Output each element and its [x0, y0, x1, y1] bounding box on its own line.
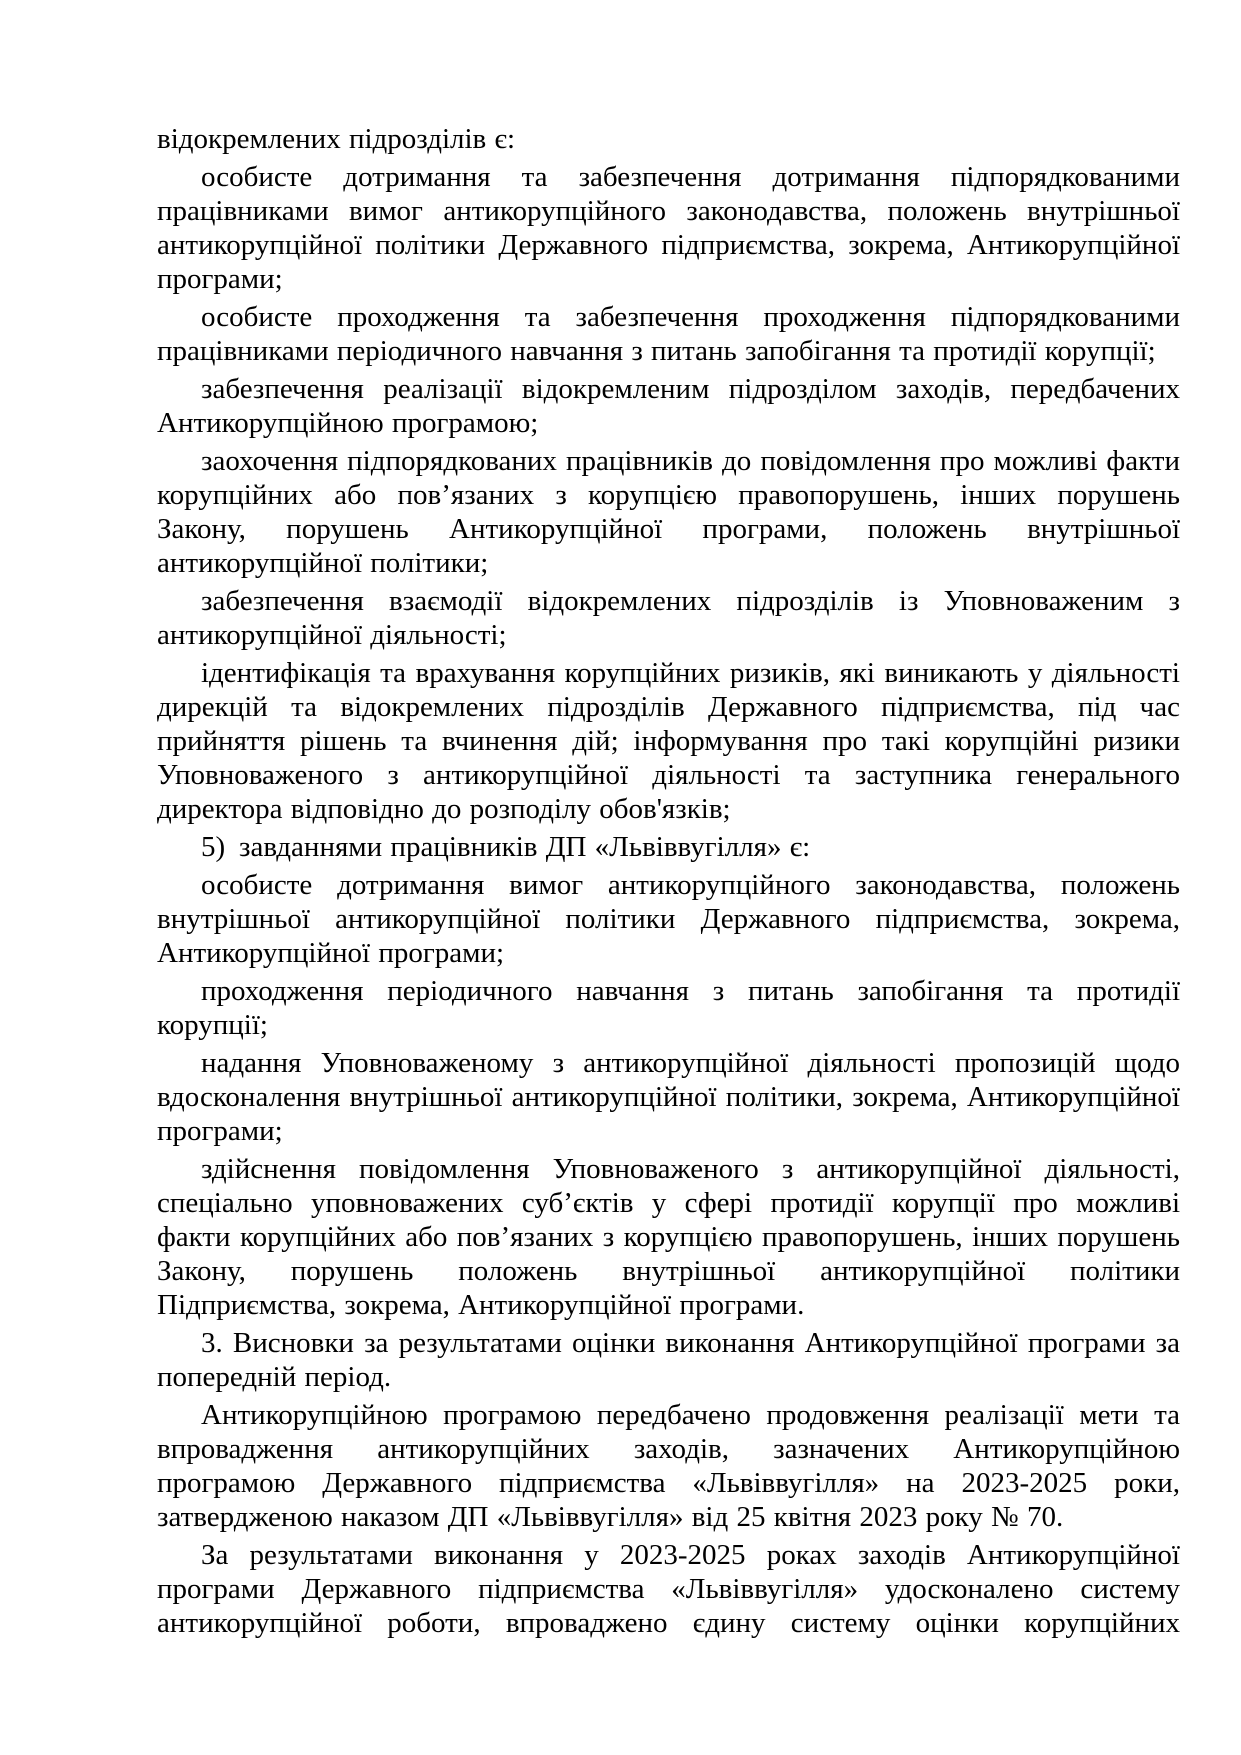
paragraph — [157, 372, 1180, 440]
paragraph — [157, 868, 1180, 970]
paragraph-text: Антикорупційною програмою передбачено продовження реалізації мети та впровадження антикорупційних заходів, зазначених Антикорупційною програмою Державного підприємства «Львіввугілля» на 2023-2025 роки, затвердженою наказом ДП «Львіввугілля» від 25 квітня 2023 року № 70. — [157, 1399, 1180, 1533]
list-number: 5) — [201, 831, 226, 863]
paragraph-text: відокремлених підрозділів є: — [157, 123, 516, 155]
paragraph-text: особисте проходження та забезпечення проходження підпорядкованими працівниками періодичного навчання з питань запобігання та протидії корупції; — [157, 301, 1180, 367]
paragraph — [157, 1152, 1180, 1322]
paragraph-text: За результатами виконання у 2023-2025 роках заходів Антикорупційної програми Державного підприємства «Львіввугілля» удосконалено систему антикорупційної роботи, впроваджено єдину систему оцінки корупційних — [157, 1539, 1180, 1639]
paragraph — [157, 1326, 1180, 1394]
paragraph — [157, 974, 1180, 1042]
paragraph-text: надання Уповноваженому з антикорупційної діяльності пропозицій щодо вдосконалення внутрішньої антикорупційної політики, зокрема, Антикорупційної програми; — [157, 1047, 1180, 1147]
paragraph-text: ідентифікація та врахування корупційних ризиків, які виникають у діяльності дирекцій та відокремлених підрозділів Державного підприємства, під час прийняття рішень та вчинення дій; інформування про такі корупційні ризики Уповноваженого з антикорупційної діяльності та заступника генерального директора відповідно до розподілу обов'язків; — [157, 657, 1180, 825]
paragraph-text: забезпечення реалізації відокремленим підрозділом заходів, передбачених Антикорупційною програмою; — [157, 373, 1180, 439]
paragraph — [157, 1398, 1180, 1534]
paragraph — [157, 300, 1180, 368]
paragraph-text: особисте дотримання вимог антикорупційного законодавства, положень внутрішньої антикорупційної політики Державного підприємства, зокрема, Антикорупційної програми; — [157, 869, 1180, 969]
paragraph-text: 3. Висновки за результатами оцінки виконання Антикорупційної програми за попередній період. — [157, 1327, 1180, 1393]
paragraph — [157, 1046, 1180, 1148]
paragraph-text: заохочення підпорядкованих працівників до повідомлення про можливі факти корупційних або пов’язаних з корупцією правопорушень, інших порушень Закону, порушень Антикорупційної програми, положень внутрішньої антикорупційної політики; — [157, 445, 1180, 579]
paragraph — [157, 830, 1180, 864]
text-body — [157, 122, 1180, 1640]
paragraph-text: забезпечення взаємодії відокремлених підрозділів із Уповноваженим з антикорупційної діяльності; — [157, 585, 1180, 651]
paragraph — [157, 122, 1180, 156]
paragraph-text: завданнями працівників ДП «Львіввугілля» є: — [239, 831, 811, 863]
paragraph-text: особисте дотримання та забезпечення дотримання підпорядкованими працівниками вимог антикорупційного законодавства, положень внутрішньої антикорупційної політики Державного підприємства, зокрема, Антикорупційної програми; — [157, 161, 1180, 295]
paragraph — [157, 656, 1180, 826]
paragraph — [157, 584, 1180, 652]
paragraph-text: здійснення повідомлення Уповноваженого з антикорупційної діяльності, спеціально уповноважених суб’єктів у сфері протидії корупції про можливі факти корупційних або пов’язаних з корупцією правопорушень, інших порушень Закону, порушень положень внутрішньої антикорупційної політики Підприємства, зокрема, Антикорупційної програми. — [157, 1153, 1180, 1321]
paragraph-text: проходження періодичного навчання з питань запобігання та протидії корупції; — [157, 975, 1180, 1041]
paragraph — [157, 160, 1180, 296]
paragraph — [157, 1538, 1180, 1640]
paragraph — [157, 444, 1180, 580]
